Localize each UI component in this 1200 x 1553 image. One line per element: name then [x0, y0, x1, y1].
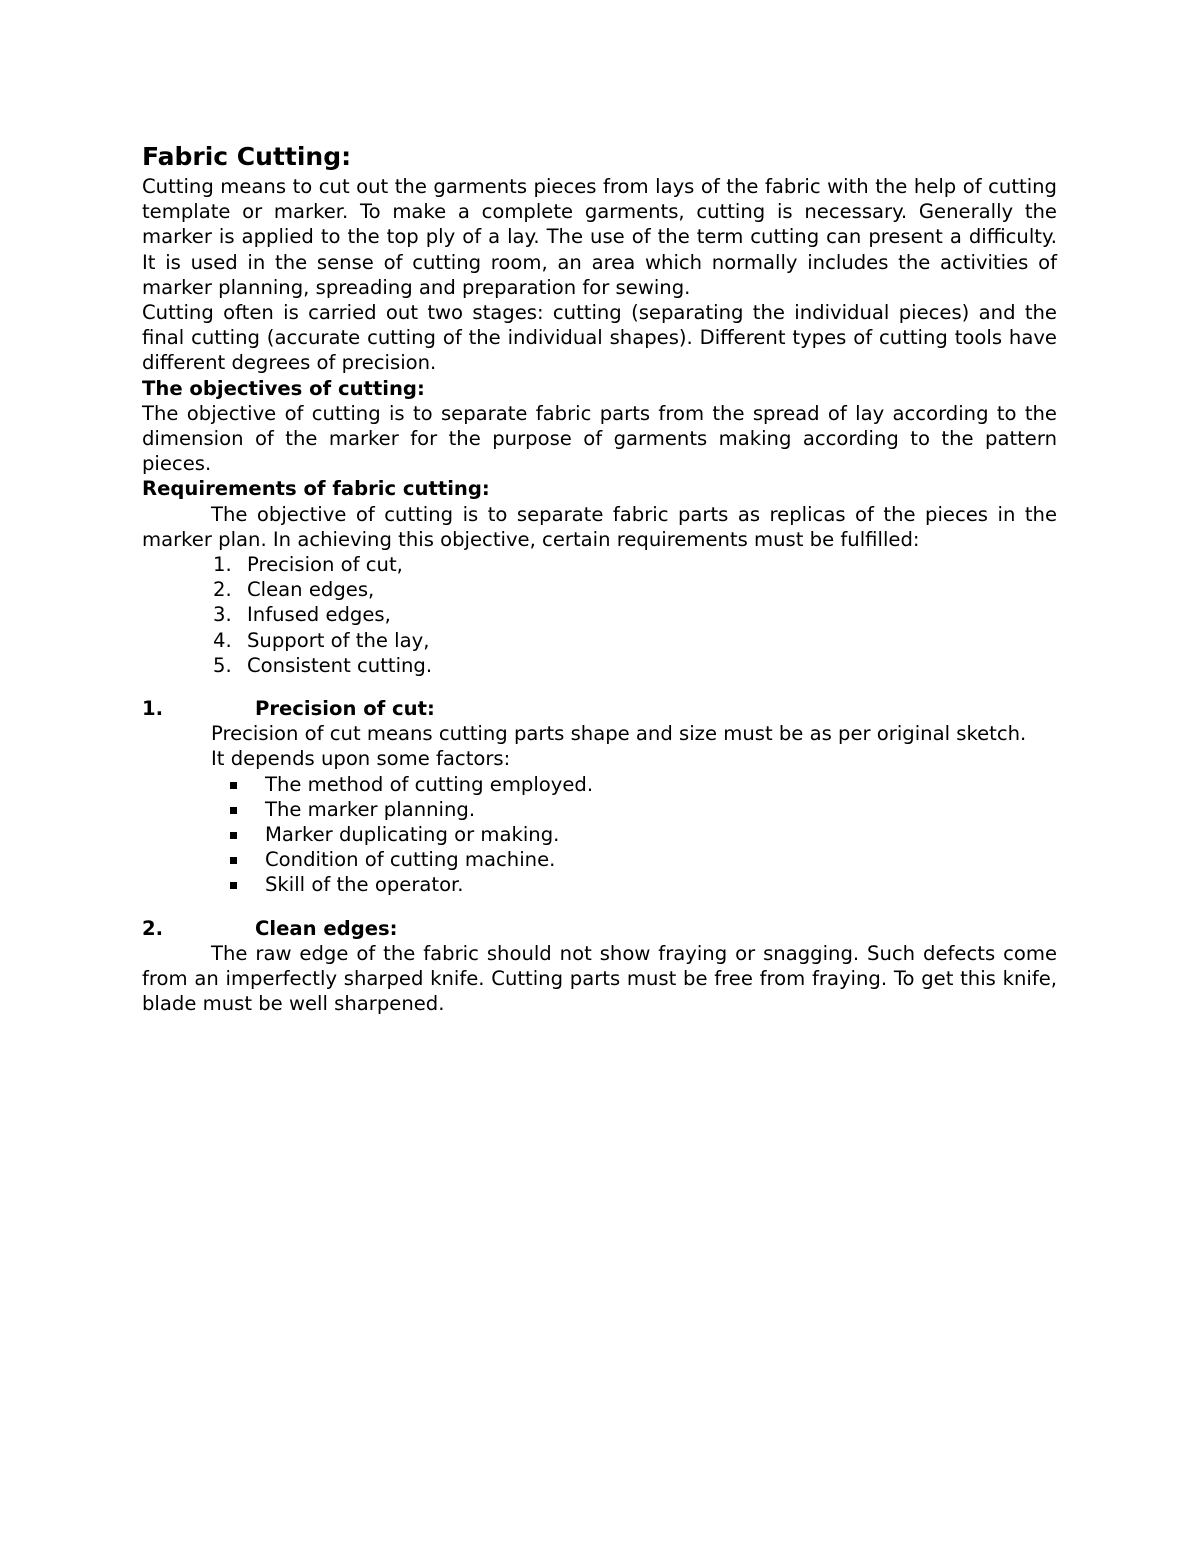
list-item-label: Infused edges,: [247, 603, 391, 627]
requirements-heading: Requirements of fabric cutting:: [142, 477, 490, 501]
square-bullet-icon: [230, 882, 237, 889]
objectives-paragraph: The objective of cutting is to separate fabric parts from the spread of lay according to the dimension of the marker for the purpose of garments making according to the pattern pieces.: [142, 401, 1057, 476]
section-1-heading: [142, 696, 1057, 721]
list-item-label: Consistent cutting.: [247, 653, 433, 677]
document-title: Fabric Cutting:: [142, 142, 352, 171]
section-2-heading: [142, 916, 1057, 941]
list-item-label: Clean edges,: [247, 578, 375, 602]
section-1-paragraph: Precision of cut means cutting parts shape and size must be as per original sketch.: [211, 722, 1027, 746]
objectives-heading: The objectives of cutting:: [142, 376, 425, 400]
list-item: [142, 577, 1057, 602]
list-item: [142, 822, 1057, 847]
square-bullet-icon: [230, 832, 237, 839]
spacer: [142, 898, 1057, 916]
list-item: [142, 552, 1057, 577]
list-item-number: 1.: [213, 553, 232, 577]
square-bullet-icon: [230, 857, 237, 864]
list-item-label: The method of cutting employed.: [265, 772, 594, 796]
list-item: [142, 797, 1057, 822]
list-item: [142, 602, 1057, 627]
requirements-list: [142, 552, 1057, 678]
intro-paragraph-2: Cutting often is carried out two stages: cutting (separating the individual pieces) and the final cutting (accurate cutting of the individual shapes). Different types of cutting tools have different degrees of precision.: [142, 301, 1057, 375]
list-item-number: 4.: [213, 628, 232, 652]
list-item-label: Precision of cut,: [247, 553, 403, 577]
section-1-factors-intro: It depends upon some factors:: [211, 747, 511, 771]
list-item-number: 3.: [213, 603, 232, 627]
square-bullet-icon: [230, 807, 237, 814]
list-item-label: Support of the lay,: [247, 628, 430, 652]
list-item-label: Skill of the operator.: [265, 873, 464, 897]
list-item-label: The marker planning.: [265, 797, 476, 821]
square-bullet-icon: [230, 782, 237, 789]
section-1-title: Precision of cut:: [255, 697, 435, 721]
list-item: [142, 872, 1057, 897]
factors-list: [142, 772, 1057, 898]
intro-paragraph-1: Cutting means to cut out the garments pieces from lays of the fabric with the help of cutting template or marker. To make a complete garments, cutting is necessary. Generally the marker is applied to the top ply of a lay. The use of the term cutting can present a difficulty. It is used in the sense of cutting room, an area which normally includes the activities of marker planning, spreading and preparation for sewing.: [142, 175, 1057, 299]
section-2-paragraph: The raw edge of the fabric should not show fraying or snagging. Such defects come from an imperfectly sharped knife. Cutting parts must be free from fraying. To get this knife, blade must be well sharpened.: [142, 941, 1057, 1016]
list-item: [142, 847, 1057, 872]
document-page: [142, 140, 1057, 1017]
list-item: [142, 628, 1057, 653]
list-item: [142, 772, 1057, 797]
section-1-number: 1.: [142, 697, 164, 721]
spacer: [142, 678, 1057, 696]
list-item-number: 2.: [213, 578, 232, 602]
requirements-paragraph: The objective of cutting is to separate fabric parts as replicas of the pieces in the marker plan. In achieving this objective, certain requirements must be fulfilled:: [142, 502, 1057, 551]
list-item-label: Marker duplicating or making.: [265, 823, 560, 847]
section-2-title: Clean edges:: [255, 916, 398, 940]
section-2-number: 2.: [142, 916, 164, 940]
list-item-number: 5.: [213, 653, 232, 677]
list-item-label: Condition of cutting machine.: [265, 848, 556, 872]
list-item: [142, 653, 1057, 678]
